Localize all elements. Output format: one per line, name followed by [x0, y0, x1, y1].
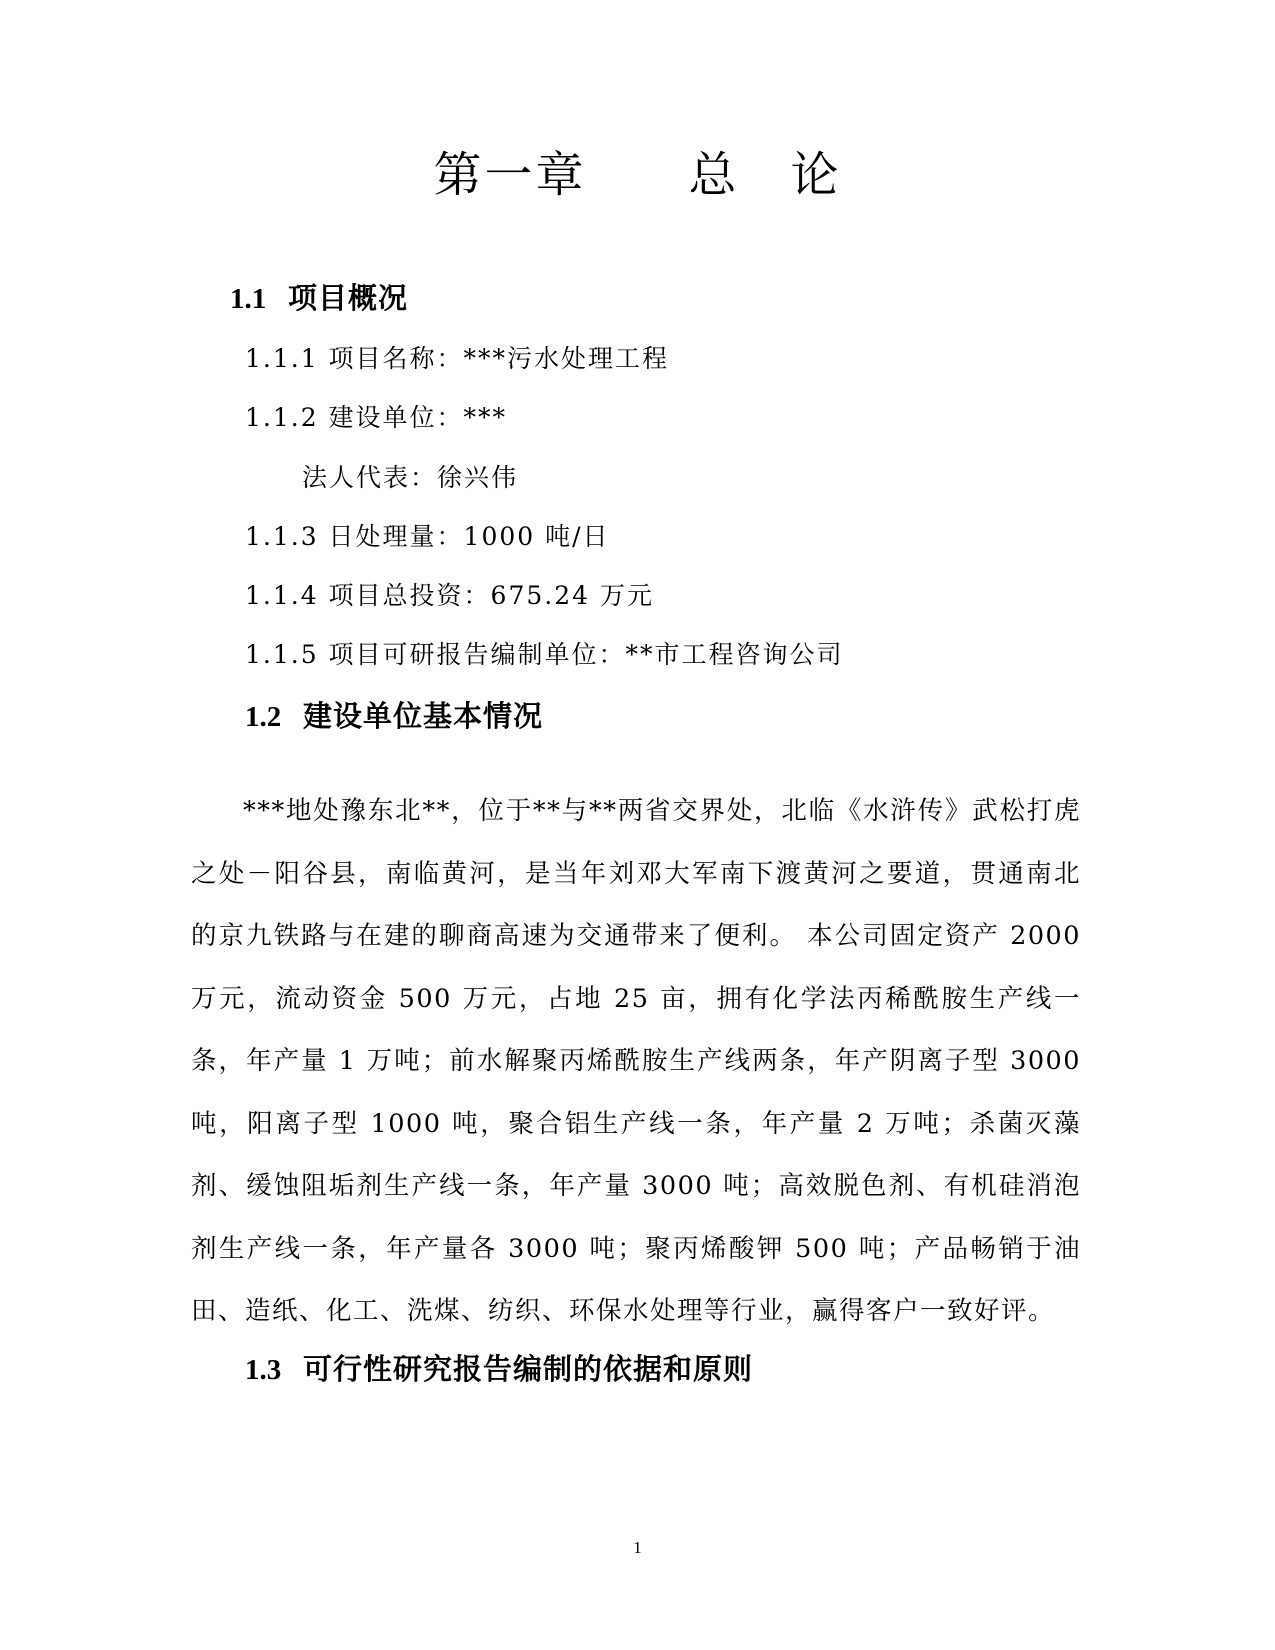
- section-heading-1-3: [245, 1349, 753, 1390]
- page-number: 1: [633, 1538, 642, 1557]
- section-heading-1-2: [245, 696, 543, 737]
- overview-item-project-name: 1.1.1 项目名称：***污水处理工程: [245, 344, 670, 373]
- overview-item-legal-representative: 法人代表：徐兴伟: [302, 463, 519, 492]
- section-number: 1.3: [245, 1354, 282, 1386]
- section-title: 项目概况: [288, 281, 409, 315]
- overview-item-daily-capacity: 1.1.3 日处理量：1000 吨/日: [245, 522, 610, 551]
- section-title: 可行性研究报告编制的依据和原则: [303, 1352, 754, 1386]
- company-description-paragraph: ***地处豫东北**，位于**与**两省交界处，北临《水浒传》武松打虎之处－阳谷县，南临黄河，是当年刘邓大军南下渡黄河之要道，贯通南北的京九铁路与在建的聊商高速为交通带来了便利。 本公司固定资产 2000 万元，流动资金 500 万元，占地 25 亩，拥有化学法丙稀酰胺生产线一条，年产量 1 万吨；前水解聚丙烯酰胺生产线两条，年产阴离子型 3000 吨，阳离子型 1000 吨，聚合铝生产线一条，年产量 2 万吨；杀菌灭藻剂、缓蚀阻垢剂生产线一条，年产量 3000 吨；高效脱色剂、有机硅消泡剂生产线一条，年产量各 3000 吨；聚丙烯酸钾 500 吨；产品畅销于油田、造纸、化工、洗煤、纺织、环保水处理等行业，赢得客户一致好评。: [191, 796, 1081, 1326]
- section-number: 1.2: [245, 701, 282, 733]
- section-heading-1-1: [230, 278, 408, 319]
- overview-item-builder: 1.1.2 建设单位：***: [245, 403, 508, 432]
- section-title: 建设单位基本情况: [303, 699, 544, 733]
- overview-item-report-compiler: 1.1.5 项目可研报告编制单位：**市工程咨询公司: [245, 640, 844, 669]
- section-number: 1.1: [230, 283, 267, 315]
- overview-item-total-investment: 1.1.4 项目总投资：675.24 万元: [245, 581, 654, 610]
- chapter-title: 第一章 总 论: [433, 147, 842, 203]
